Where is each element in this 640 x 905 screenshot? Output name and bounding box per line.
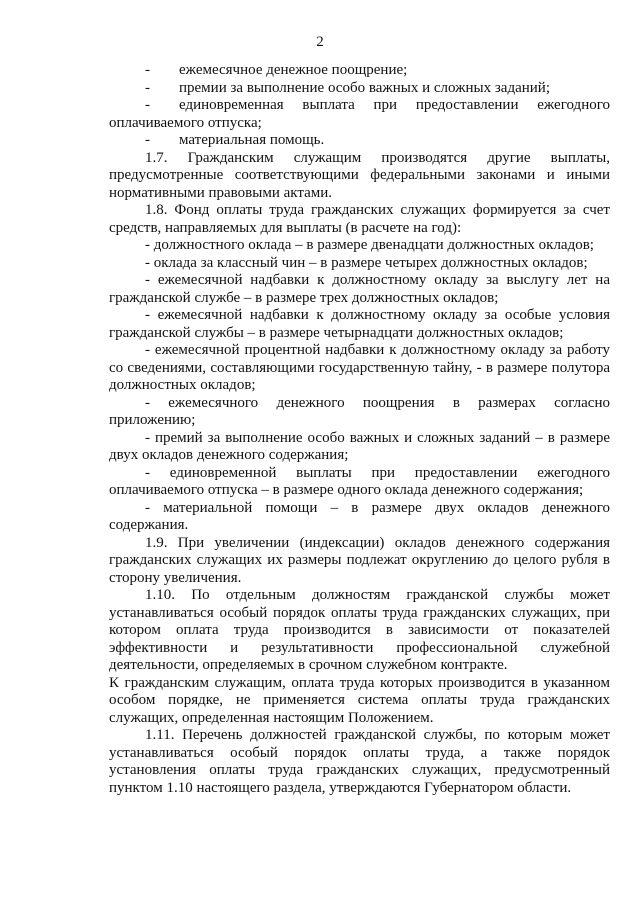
fund-item: - материальной помощи – в размере двух окладов денежного содержания. — [109, 499, 610, 533]
fund-item: - ежемесячной процентной надбавки к должностному окладу за работу со сведениями, составляющими государственную тайну, - в размере полутора должностных окладов; — [109, 342, 610, 393]
list-item-text: материальная помощь. — [179, 132, 325, 148]
clause-1-10: 1.10. По отдельным должностям гражданской службы может устанавливаться особый порядок оплаты труда гражданских служащих, при котором оплата труда производится в зависимости от показателей эффективности и результативности профессиональной служебной деятельности, определяемых в срочном служебном контракте. — [109, 587, 610, 673]
fund-item: - ежемесячного денежного поощрения в размерах согласно приложению; — [109, 394, 610, 428]
dash-mark: - — [145, 97, 150, 113]
fund-item: - премий за выполнение особо важных и сложных заданий – в размере двух окладов денежного содержания; — [109, 429, 610, 463]
fund-item: - ежемесячной надбавки к должностному окладу за особые условия гражданской службы – в размере четырнадцати должностных окладов; — [109, 307, 610, 341]
list-item — [109, 80, 610, 98]
list-item — [109, 132, 610, 150]
clause-1-10-continuation: К гражданским служащим, оплата труда которых производится в указанном особом порядке, не применяется система оплаты труда гражданских служащих, определенная настоящим Положением. — [109, 674, 610, 726]
list-item — [109, 62, 610, 80]
list-item-text: премии за выполнение особо важных и сложных заданий; — [179, 79, 551, 96]
dash-mark: - — [145, 79, 150, 96]
list-item-text: ежемесячное денежное поощрение; — [179, 62, 408, 78]
document-body — [109, 62, 610, 797]
fund-item: - должностного оклада – в размере двенадцати должностных окладов; — [145, 237, 594, 253]
fund-item: - оклада за классный чин – в размере четырех должностных окладов; — [145, 254, 588, 271]
list-item — [109, 97, 610, 132]
clause-1-7: 1.7. Гражданским служащим производятся другие выплаты, предусмотренные соответствующими федеральными законами и иными нормативными правовыми актами. — [109, 149, 610, 201]
clause-1-8: 1.8. Фонд оплаты труда гражданских служащих формируется за счет средств, направляемых для выплаты (в расчете на год): — [109, 202, 610, 236]
page-number: 2 — [316, 34, 324, 50]
fund-item: - единовременной выплаты при предоставлении ежегодного оплачиваемого отпуска – в размере одного оклада денежного содержания; — [109, 464, 610, 498]
dash-mark: - — [145, 62, 150, 78]
clause-1-9: 1.9. При увеличении (индексации) окладов денежного содержания гражданских служащих их размеры подлежат округлению до целого рубля в сторону увеличения. — [109, 534, 610, 586]
dash-mark: - — [145, 132, 150, 148]
fund-item: - ежемесячной надбавки к должностному окладу за выслугу лет на гражданской службе – в размере трех должностных окладов; — [109, 272, 610, 306]
list-item-text: единовременная выплата при предоставлении ежегодного оплачиваемого отпуска; — [109, 97, 610, 131]
clause-1-11: 1.11. Перечень должностей гражданской службы, по которым может устанавливаться особый порядок оплаты труда, а также порядок установления оплаты труда гражданских служащих, предусмотренный пунктом 1.10 настоящего раздела, утверждаются Губернатором области. — [109, 727, 610, 796]
